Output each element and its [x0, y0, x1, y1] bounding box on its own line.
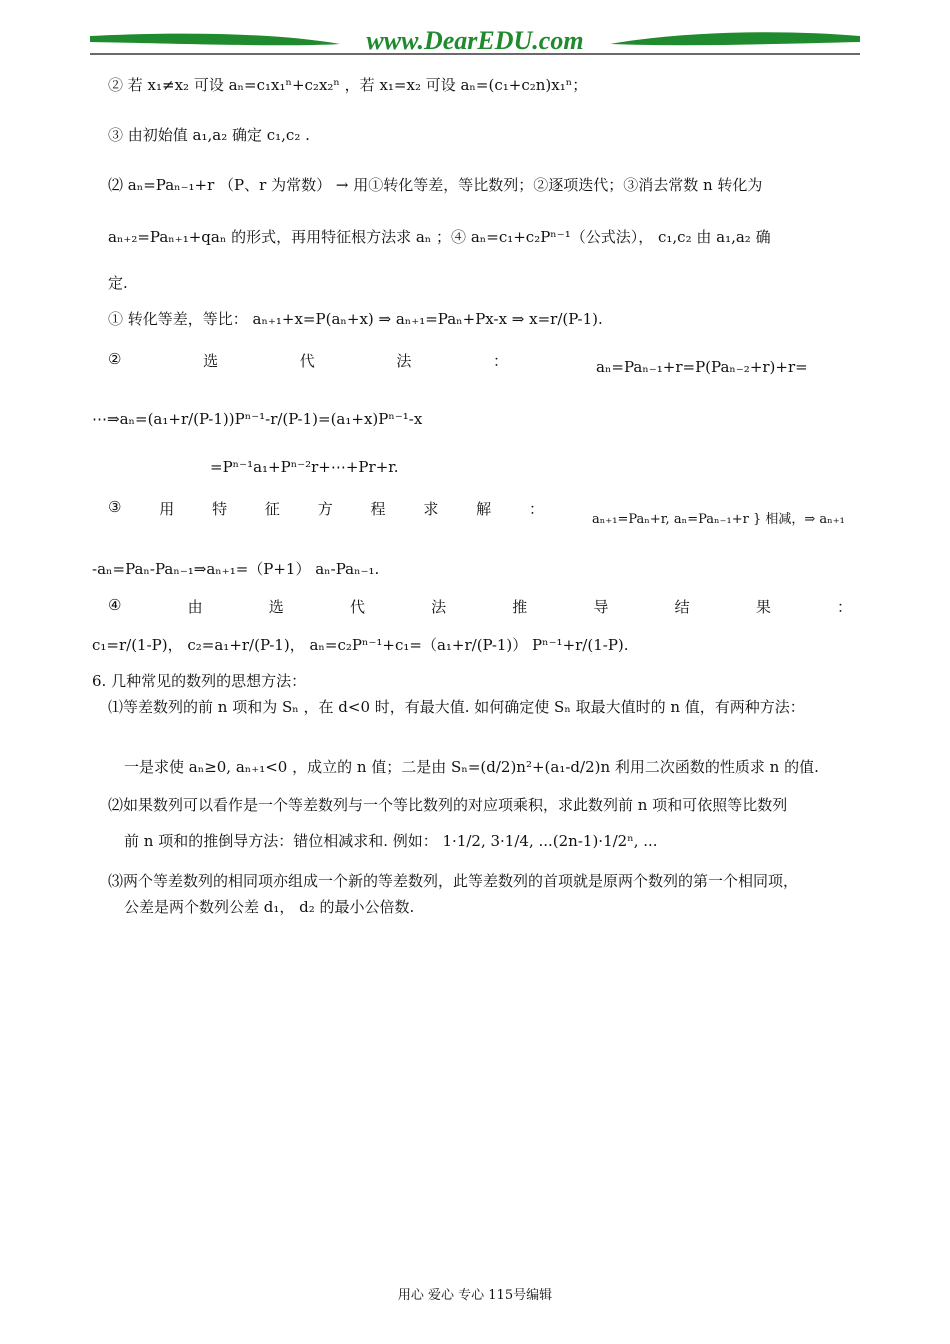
line-10-label: ③ 用 特 征 方 程 求 解 ： [108, 498, 544, 518]
logo-text: www.DearEDU.com [366, 26, 584, 55]
section-6-item-2: ⑵如果数列可以看作是一个等差数列与一个等比数列的对应项乘积，求此数列前 n 项和可依照等比数列 [108, 796, 788, 814]
section-6-item-2b: 前 n 项和的推倒导方法：错位相减求和. 例如： 1·1/2, 3·1/4, ...(2n-1)·1/2ⁿ, ... [124, 832, 658, 850]
section-6-item-3b: 公差是两个数列公差 d₁， d₂ 的最小公倍数. [124, 898, 415, 916]
line-11: -aₙ=Paₙ-Paₙ₋₁⇒aₙ₊₁=（P+1） aₙ-Paₙ₋₁. [92, 560, 380, 578]
line-13: c₁=r/(1-P)， c₂=a₁+r/(P-1)， aₙ=c₂Pⁿ⁻¹+c₁=（a₁+r/(P-1)） Pⁿ⁻¹+r/(1-P). [92, 636, 629, 654]
section-6-item-1: ⑴等差数列的前 n 项和为 Sₙ ，在 d<0 时，有最大值. 如何确定使 Sₙ 取最大值时的 n 值，有两种方法： [108, 698, 805, 716]
line-2: ③ 由初始值 a₁,a₂ 确定 c₁,c₂ . [108, 126, 310, 144]
line-1: ② 若 x₁≠x₂ 可设 aₙ=c₁x₁ⁿ+c₂x₂ⁿ ，若 x₁=x₂ 可设 aₙ=(c₁+c₂n)x₁ⁿ； [108, 76, 588, 94]
section-6-item-3: ⑶两个等差数列的相同项亦组成一个新的等差数列，此等差数列的首项就是原两个数列的第一个相同项， [108, 872, 799, 890]
footer: 用心 爱心 专心 115号编辑 [397, 1288, 553, 1303]
section-6-title: 6. 几种常见的数列的思想方法： [92, 672, 307, 690]
line-6: ① 转化等差，等比： aₙ₊₁+x=P(aₙ+x) ⇒ aₙ₊₁=Paₙ+Px-x ⇒ x=r/(P-1). [108, 310, 603, 328]
line-9: =Pⁿ⁻¹a₁+Pⁿ⁻²r+⋯+Pr+r. [210, 458, 399, 476]
header-logo [90, 22, 860, 62]
line-3: ⑵ aₙ=Paₙ₋₁+r （P、r 为常数） → 用①转化等差，等比数列；②逐项迭代；③消去常数 n 转化为 [108, 176, 763, 194]
section-6-item-1b: 一是求使 aₙ≥0, aₙ₊₁<0 ，成立的 n 值；二是由 Sₙ=(d/2)n²+(a₁-d/2)n 利用二次函数的性质求 n 的值. [124, 758, 819, 776]
line-10-formula: aₙ₊₁=Paₙ+r, aₙ=Paₙ₋₁+r } 相减，⇒ aₙ₊₁ [592, 512, 845, 527]
line-7-label: ② 选 代 法 ： [108, 350, 508, 370]
line-5: 定. [108, 274, 128, 292]
line-12-label: ④ 由 选 代 法 推 导 结 果 ： [108, 596, 852, 616]
line-4: aₙ₊₂=Paₙ₊₁+qaₙ 的形式，再用特征根方法求 aₙ ；④ aₙ=c₁+c₂Pⁿ⁻¹（公式法）， c₁,c₂ 由 a₁,a₂ 确 [108, 228, 771, 246]
line-7-formula: aₙ=Paₙ₋₁+r=P(Paₙ₋₂+r)+r= [596, 358, 808, 376]
line-8: ⋯⇒aₙ=(a₁+r/(P-1))Pⁿ⁻¹-r/(P-1)=(a₁+x)Pⁿ⁻¹-x [92, 410, 423, 428]
